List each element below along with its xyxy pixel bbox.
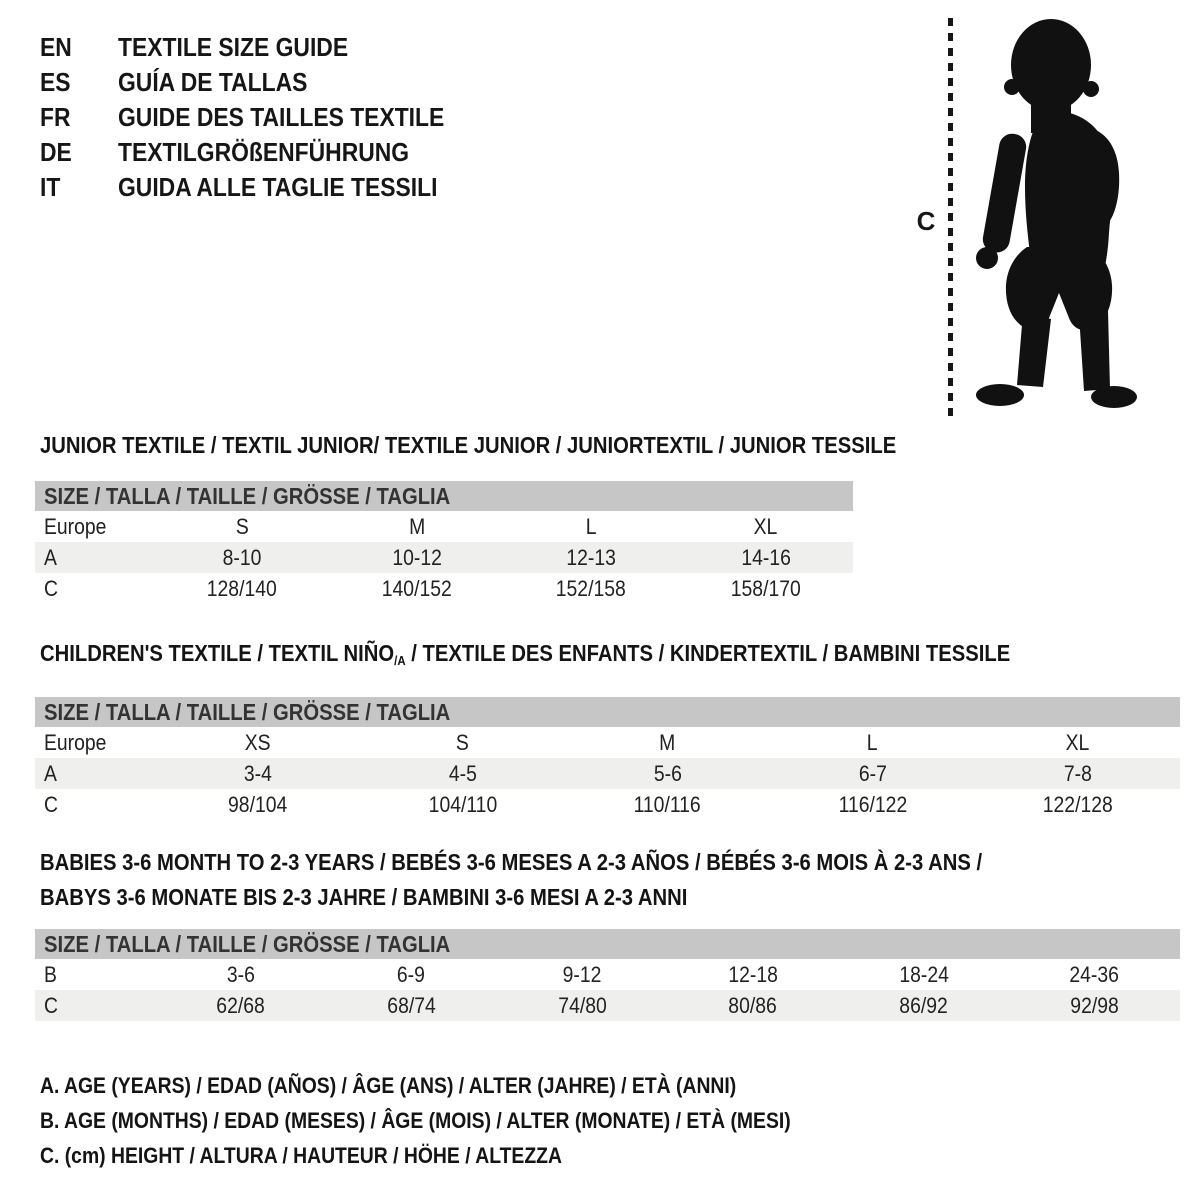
- table-cell: [155, 792, 360, 818]
- section-title: [35, 641, 1180, 673]
- table-cell: [35, 761, 155, 787]
- lang-label-text: GUIDE DES TAILLES TEXTILE: [118, 102, 445, 132]
- title-pre: CHILDREN'S TEXTILE / TEXTIL NIÑO: [40, 640, 395, 666]
- section-title-text: BABYS 3-6 MONATE BIS 2-3 JAHRE / BAMBINI 3-6 MESI A 2-3 ANNI: [40, 884, 688, 910]
- cell-text: 158/170: [730, 575, 801, 601]
- cell-text: 3-6: [226, 961, 255, 987]
- cell-text: 74/80: [557, 992, 607, 1018]
- cell-text: 80/86: [728, 992, 778, 1018]
- lang-code: [40, 65, 118, 100]
- lang-code: [40, 170, 118, 205]
- table-cell: [838, 962, 1009, 988]
- table-cell: [504, 545, 679, 571]
- lang-code-text: FR: [40, 102, 71, 132]
- cell-text: 9-12: [562, 961, 602, 987]
- table-cell: [155, 761, 360, 787]
- table-cell: [504, 576, 679, 602]
- legend-text: C. (cm) HEIGHT / ALTURA / HAUTEUR / HÖHE / ALTEZZA: [40, 1143, 562, 1168]
- cell-text: A: [44, 544, 57, 570]
- lang-code-text: EN: [40, 32, 72, 62]
- cell-text: 86/92: [899, 992, 948, 1018]
- cell-text: 152/158: [556, 575, 627, 601]
- lang-label: [118, 30, 489, 65]
- table-row: [35, 789, 1180, 820]
- table-row: [35, 959, 1180, 990]
- size-header-text: SIZE / TALLA / TAILLE / GRÖSSE / TAGLIA: [44, 931, 451, 957]
- table-cell: [975, 761, 1180, 787]
- size-header-bar: [35, 697, 1180, 727]
- lang-label: [118, 170, 489, 205]
- height-dashed-line: [948, 18, 953, 416]
- cell-text: 110/116: [633, 791, 702, 817]
- cell-text: 6-9: [397, 961, 426, 987]
- table-cell: [975, 792, 1180, 818]
- table-cell: [497, 993, 668, 1019]
- cell-text: L: [867, 729, 878, 755]
- lang-code: [40, 135, 118, 170]
- cell-text: 12-18: [728, 961, 778, 987]
- cell-text: C: [44, 791, 58, 817]
- babies-size-table: [35, 959, 1180, 1021]
- legend-note-b: [40, 1103, 893, 1138]
- cell-text: 8-10: [222, 544, 262, 570]
- cell-text: B: [44, 961, 57, 987]
- lang-label: [118, 65, 489, 100]
- cell-text: L: [585, 513, 597, 539]
- cell-text: 68/74: [387, 992, 436, 1018]
- table-cell: [679, 514, 854, 540]
- size-header-text: SIZE / TALLA / TAILLE / GRÖSSE / TAGLIA: [44, 699, 451, 725]
- section-junior-textile: [35, 432, 897, 604]
- table-row: [35, 727, 1180, 758]
- section-title: [35, 432, 897, 458]
- cell-text: M: [659, 729, 676, 755]
- table-cell: [565, 730, 770, 756]
- table-cell: [35, 514, 155, 540]
- table-cell: [155, 545, 330, 571]
- table-cell: [35, 545, 155, 571]
- table-cell: [838, 993, 1009, 1019]
- table-cell: [770, 792, 975, 818]
- language-title-list: [40, 30, 489, 205]
- table-cell: [770, 761, 975, 787]
- cell-text: C: [44, 992, 58, 1018]
- cell-text: 104/110: [428, 791, 497, 817]
- table-cell: [330, 576, 505, 602]
- cell-text: 98/104: [227, 791, 288, 817]
- table-cell: [326, 993, 497, 1019]
- table-cell: [1009, 962, 1180, 988]
- table-cell: [679, 545, 854, 571]
- section-title: [35, 845, 1180, 915]
- cell-text: 128/140: [207, 575, 278, 601]
- size-header-bar: [35, 929, 1180, 959]
- table-cell: [975, 730, 1180, 756]
- cell-text: 116/122: [838, 791, 907, 817]
- junior-size-table: [35, 511, 853, 604]
- table-cell: [497, 962, 668, 988]
- babies-title-line1: [40, 845, 1180, 880]
- table-cell: [155, 576, 330, 602]
- lang-label: [118, 135, 489, 170]
- table-cell: [330, 514, 505, 540]
- table-row: [35, 542, 853, 573]
- cell-text: S: [456, 729, 469, 755]
- cell-text: A: [44, 760, 57, 786]
- cell-text: 3-4: [243, 760, 272, 786]
- table-cell: [565, 792, 770, 818]
- table-cell: [667, 962, 838, 988]
- table-cell: [360, 792, 565, 818]
- size-header-bar: [35, 481, 853, 511]
- lang-code-text: ES: [40, 67, 71, 97]
- legend-note-a: [40, 1068, 893, 1103]
- table-cell: [667, 993, 838, 1019]
- legend-text: A. AGE (YEARS) / EDAD (AÑOS) / ÂGE (ANS) / ALTER (JAHRE) / ETÀ (ANNI): [40, 1073, 737, 1098]
- table-row: [35, 990, 1180, 1021]
- cell-text: 92/98: [1070, 992, 1119, 1018]
- cell-text: 5-6: [653, 760, 682, 786]
- table-cell: [360, 761, 565, 787]
- cell-text: M: [408, 513, 425, 539]
- table-cell: [330, 545, 505, 571]
- lang-code: [40, 100, 118, 135]
- cell-text: 7-8: [1063, 760, 1092, 786]
- table-cell: [770, 730, 975, 756]
- table-cell: [1009, 993, 1180, 1019]
- cell-text: Europe: [44, 729, 107, 755]
- cell-text: 18-24: [898, 961, 949, 987]
- cell-text: 24-36: [1069, 961, 1120, 987]
- cell-text: 14-16: [740, 544, 791, 570]
- children-size-table: [35, 727, 1180, 820]
- table-cell: [155, 962, 326, 988]
- section-childrens-textile: [35, 641, 1180, 820]
- babies-title-line2: [40, 880, 1180, 915]
- table-cell: [35, 792, 155, 818]
- cell-text: XL: [1065, 729, 1090, 755]
- legend-note-c: [40, 1138, 893, 1173]
- table-cell: [326, 962, 497, 988]
- cell-text: C: [44, 575, 58, 601]
- lang-code-text: IT: [40, 172, 61, 202]
- cell-text: S: [235, 513, 249, 539]
- table-row: [35, 758, 1180, 789]
- cell-text: XL: [753, 513, 778, 539]
- title-sub: /A: [394, 653, 406, 668]
- table-cell: [35, 576, 155, 602]
- cell-text: 4-5: [448, 760, 477, 786]
- lang-code-text: DE: [40, 137, 72, 167]
- table-cell: [504, 514, 679, 540]
- table-cell: [155, 993, 326, 1019]
- table-cell: [565, 761, 770, 787]
- cell-text: XS: [244, 729, 271, 755]
- section-title-text: [40, 641, 1010, 673]
- table-cell: [35, 730, 155, 756]
- height-measure-label: C: [916, 206, 936, 236]
- cell-text: 62/68: [216, 992, 265, 1018]
- cell-text: 140/152: [381, 575, 452, 601]
- cell-text: Europe: [44, 513, 107, 539]
- table-cell: [155, 730, 360, 756]
- table-cell: [35, 993, 155, 1019]
- table-row: [35, 511, 853, 542]
- size-header-text: SIZE / TALLA / TAILLE / GRÖSSE / TAGLIA: [44, 483, 451, 509]
- table-cell: [679, 576, 854, 602]
- legend-text: B. AGE (MONTHS) / EDAD (MESES) / ÂGE (MOIS) / ALTER (MONATE) / ETÀ (MESI): [40, 1108, 791, 1133]
- table-cell: [155, 514, 330, 540]
- cell-text: 6-7: [858, 760, 887, 786]
- legend-notes: [40, 1068, 893, 1173]
- lang-label: [118, 100, 489, 135]
- table-cell: [360, 730, 565, 756]
- section-babies-textile: [35, 845, 1180, 1021]
- lang-label-text: TEXTILGRÖßENFÜHRUNG: [118, 137, 410, 167]
- section-title-text: JUNIOR TEXTILE / TEXTIL JUNIOR/ TEXTILE JUNIOR / JUNIORTEXTIL / JUNIOR TESSILE: [40, 432, 897, 458]
- lang-label-text: GUÍA DE TALLAS: [118, 67, 308, 97]
- lang-label-text: TEXTILE SIZE GUIDE: [118, 32, 349, 62]
- cell-text: 10-12: [391, 544, 442, 570]
- cell-text: 12-13: [566, 544, 617, 570]
- table-cell: [35, 962, 155, 988]
- title-post: / TEXTILE DES ENFANTS / KINDERTEXTIL / BAMBINI TESSILE: [405, 640, 1011, 666]
- baby-silhouette-icon: [967, 15, 1142, 415]
- lang-label-text: GUIDA ALLE TAGLIE TESSILI: [118, 172, 438, 202]
- table-row: [35, 573, 853, 604]
- lang-code: [40, 30, 118, 65]
- section-title-text: BABIES 3-6 MONTH TO 2-3 YEARS / BEBÉS 3-6 MESES A 2-3 AÑOS / BÉBÉS 3-6 MOIS À 2-3 ANS /: [40, 849, 983, 875]
- cell-text: 122/128: [1042, 791, 1113, 817]
